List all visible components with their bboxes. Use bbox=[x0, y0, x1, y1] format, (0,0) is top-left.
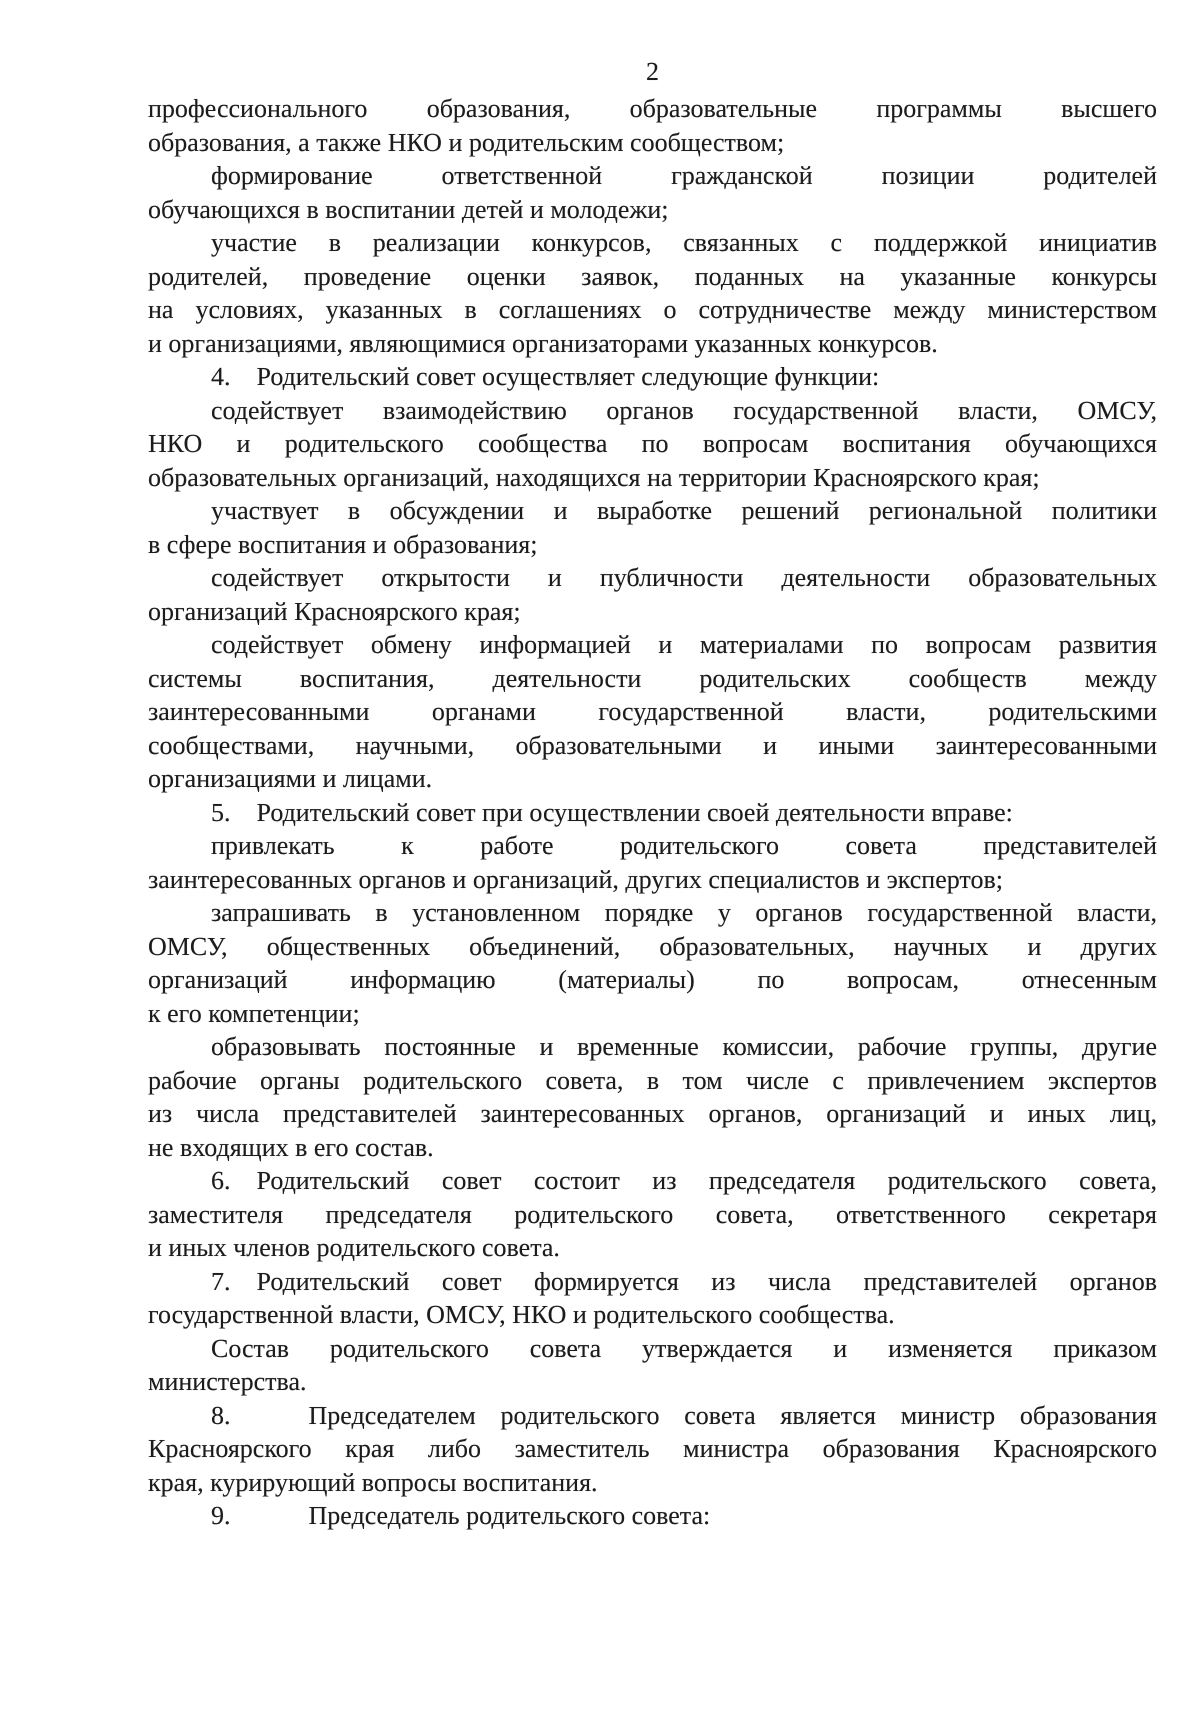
text-line: края, курирующий вопросы воспитания. bbox=[148, 1467, 598, 1497]
text-line: 6. Родительский совет состоит из председателя родительского совета, bbox=[211, 1166, 1157, 1195]
text-line: привлекать к работе родительского совета представителей bbox=[211, 831, 1157, 860]
text-line: сообществами, научными, образовательными и иными заинтересованными bbox=[148, 730, 1157, 760]
text-line: содействует обмену информацией и материалами по вопросам развития bbox=[211, 630, 1157, 659]
text-line: из числа представителей заинтересованных органов, организаций и иных лиц, bbox=[148, 1099, 1157, 1128]
text-line: образовательных организаций, находящихся на территории Красноярского края; bbox=[148, 462, 1040, 492]
paragraph bbox=[148, 896, 1157, 1030]
text-line: формирование ответственной гражданской позиции родителей bbox=[211, 161, 1157, 190]
paragraph bbox=[148, 1265, 1157, 1332]
text-line: не входящих в его состав. bbox=[148, 1132, 434, 1162]
text-line: рабочие органы родительского совета, в том числе с привлечением экспертов bbox=[148, 1065, 1157, 1095]
text-line: участвует в обсуждении и выработке решений региональной политики bbox=[211, 496, 1157, 525]
text-line: заместителя председателя родительского совета, ответственного секретаря bbox=[148, 1199, 1157, 1229]
text-block bbox=[148, 92, 1157, 1533]
paragraph bbox=[148, 226, 1157, 360]
paragraph bbox=[148, 494, 1157, 561]
text-line: содействует открытости и публичности деятельности образовательных bbox=[211, 563, 1157, 592]
text-line: участие в реализации конкурсов, связанных с поддержкой инициатив bbox=[211, 228, 1157, 257]
text-line: запрашивать в установленном порядке у органов государственной власти, bbox=[211, 898, 1157, 927]
paragraph bbox=[148, 159, 1157, 226]
text-line: организациями и лицами. bbox=[148, 764, 433, 793]
paragraph bbox=[148, 394, 1157, 495]
text-line: родителей, проведение оценки заявок, поданных на указанные конкурсы bbox=[148, 261, 1157, 291]
paragraph bbox=[148, 360, 1157, 394]
text-line: организаций Красноярского края; bbox=[148, 596, 521, 626]
text-line: на условиях, указанных в соглашениях о сотрудничестве между министерством bbox=[148, 295, 1157, 324]
text-line: НКО и родительского сообщества по вопросам воспитания обучающихся bbox=[148, 429, 1157, 458]
text-line: и иных членов родительского совета. bbox=[148, 1233, 560, 1262]
text-line: ОМСУ, общественных объединений, образовательных, научных и других bbox=[148, 931, 1157, 961]
text-line: заинтересованных органов и организаций, других специалистов и экспертов; bbox=[148, 864, 1003, 894]
text-line: 5. Родительский совет при осуществлении своей деятельности вправе: bbox=[211, 797, 1013, 827]
paragraph bbox=[148, 1499, 1157, 1533]
paragraph bbox=[148, 829, 1157, 896]
text-line: Состав родительского совета утверждается и изменяется приказом bbox=[211, 1333, 1157, 1363]
text-line: системы воспитания, деятельности родительских сообществ между bbox=[148, 663, 1157, 693]
paragraph bbox=[148, 1399, 1157, 1500]
paragraph bbox=[148, 1332, 1157, 1399]
text-line: организаций информацию (материалы) по вопросам, отнесенным bbox=[148, 965, 1157, 994]
paragraph bbox=[148, 1030, 1157, 1164]
text-line: к его компетенции; bbox=[148, 998, 360, 1028]
text-line: Красноярского края либо заместитель министра образования Красноярского bbox=[148, 1434, 1157, 1463]
text-line: 8. Председателем родительского совета является министр образования bbox=[211, 1400, 1157, 1430]
text-line: образования, а также НКО и родительским сообществом; bbox=[148, 127, 785, 157]
text-line: содействует взаимодействию органов государственной власти, ОМСУ, bbox=[211, 395, 1157, 425]
paragraph bbox=[148, 1164, 1157, 1265]
paragraph bbox=[148, 561, 1157, 628]
text-line: обучающихся в воспитании детей и молодежи; bbox=[148, 194, 669, 224]
text-line: заинтересованными органами государственной власти, родительскими bbox=[148, 697, 1157, 726]
text-line: министерства. bbox=[148, 1367, 307, 1396]
text-line: 7. Родительский совет формируется из числа представителей органов bbox=[211, 1266, 1157, 1296]
text-line: государственной власти, ОМСУ, НКО и родительского сообщества. bbox=[148, 1300, 895, 1329]
text-line: профессионального образования, образовательные программы высшего bbox=[148, 94, 1157, 123]
text-line: 9. Председатель родительского совета: bbox=[211, 1501, 711, 1530]
text-line: образовывать постоянные и временные комиссии, рабочие группы, другие bbox=[211, 1032, 1157, 1061]
page-number: 2 bbox=[646, 57, 659, 86]
text-line: и организациями, являющимися организаторами указанных конкурсов. bbox=[148, 328, 938, 358]
text-line: в сфере воспитания и образования; bbox=[148, 529, 538, 559]
paragraph bbox=[148, 628, 1157, 796]
paragraph bbox=[148, 796, 1157, 830]
paragraph bbox=[148, 92, 1157, 159]
text-line: 4. Родительский совет осуществляет следующие функции: bbox=[211, 362, 880, 391]
